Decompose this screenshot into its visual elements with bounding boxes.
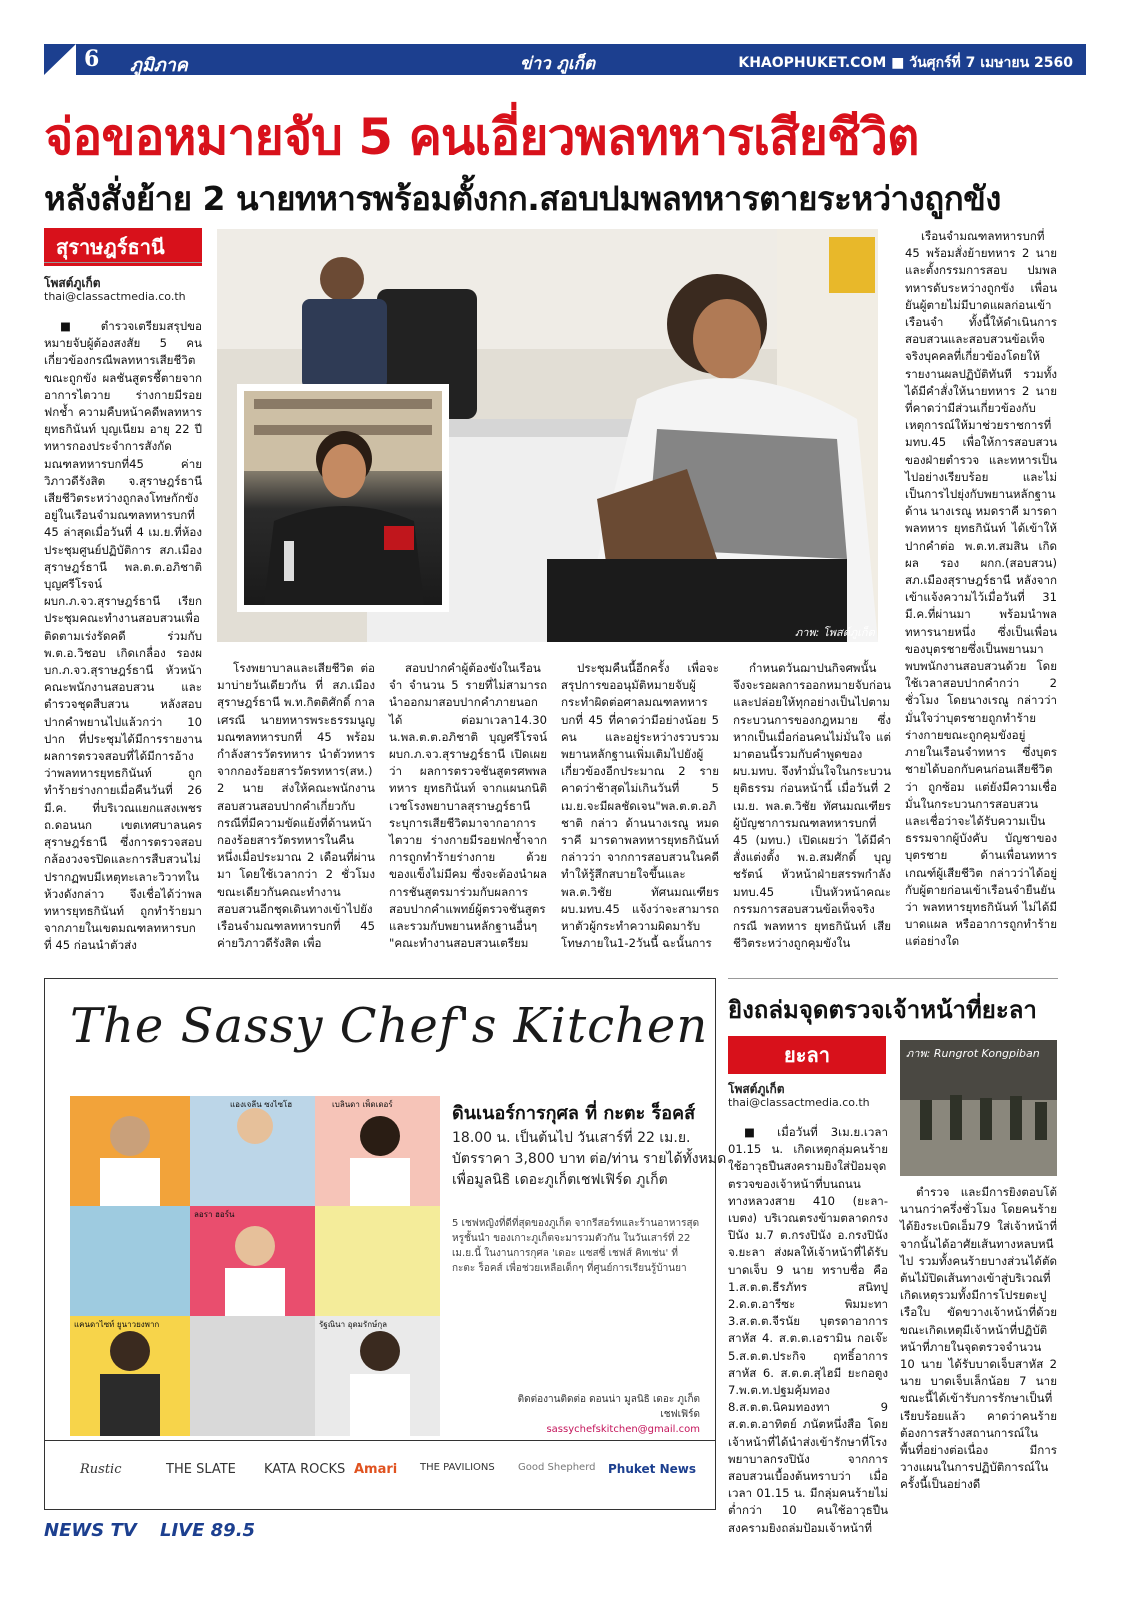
story-column-1: ■ ตำรวจเตรียมสรุปขอหมายจับผู้ต้องสงสัย 5 คน เกี่ยวข้องกรณีพลทหารเสียชีวิตขณะถูกขัง ผลชันสูตรชี้ตายจากอาการไตวาย ร่างกายมีรอยฟกช้ำ ความคืบหน้าคดีพลทหารยุทธกินันท์ บุญเนียม อายุ 22 ปี ทหารกองประจำการสังกัดมณฑลทหารบกที่45 ค่ายวิภาวดีรังสิต จ.สุราษฎร์ธานี เสียชีวิตระหว่างถูกลงโทษกักขังอยู่ในเรือนจำมณฑลทหารบกที่ 45 ล่าสุดเมื่อวันที่ 4 เม.ย.ที่ห้องประชุมศูนย์ปฏิบัติการ สภ.เมืองสุราษฎร์ธานี พล.ต.ต.อภิชาติ บุญศรีโรจน์ ผบก.ภ.จว.สุราษฎร์ธานี เรียกประชุมคณะทำงานสอบสวนเพื่อติดตามเร่งรัดคดี ร่วมกับ พ.ต.อ.วิชอบ เกิดเกลื่อง รองผบก.ภ.จว.สุราษฎร์ธานี หัวหน้าคณะพนักงานสอบสวน และตำรวจชุดสืบสวน หลังสอบปากคำพยานไปแล้วกว่า 10 ปาก ที่ประชุมได้มีการรายงานผลการตรวจสอบที่ได้มีการอ้างว่าพลทหารยุทธกินันท์ ถูกทำร้ายร่างกายเมื่อคืนวันที่ 26 มี.ค. ที่บริเวณแยกแสงเพชร ถ.ดอนนก เขตเทศบาลนครสุราษฎร์ธานี ซึ่งการตรวจสอบกล้องวงจรปิดและการสืบสวนไม่ปรากฏพบมีเหตุทะเลาะวิวาทในห้วงดังกล่าว จึงเชื่อได้ว่าพลทหารยุทธกินันท์ ถูกทำร้ายมาจากภายในเขตมณฑลทหารบกที่ 45 ก่อนนำตัวส่ง — [44, 319, 202, 953]
footer-logo-newstv: NEWS TV — [44, 1520, 137, 1541]
ad-note: 5 เชฟหญิงที่ดีที่สุดของภูเก็ต จากรีสอร์ทและร้านอาหารสุดหรูชั้นนำ ของเกาะภูเก็ตจะมารวมตัวกัน ในวันเสาร์ที่ 22 เม.ย.นี้ ในงานการกุศล 'เดอะ แซสซี่ เชฟส์ คิทเช่น' ที่ กะตะ ร็อคส์ เพื่อช่วยเหลือเด็กๆ ที่ศูนย์การเรียนรู้บ้านยา — [452, 1218, 700, 1274]
side-headline: ยิงถล่มจุดตรวจเจ้าหน้าที่ยะลา — [728, 996, 1037, 1024]
byline: โพสต์ภูเก็ต — [44, 276, 101, 290]
sponsor-logo: THE PAVILIONS — [420, 1462, 495, 1473]
divider — [44, 262, 202, 263]
ad-info-line: 18.00 น. เป็นต้นไป วันเสาร์ที่ 22 เม.ย. — [452, 1130, 691, 1146]
divider — [728, 978, 1058, 979]
chef-name-3: ลอรา ฮอร์น — [194, 1210, 235, 1219]
section-label: ภูมิภาค — [130, 55, 188, 76]
chef-name-4: แคนดาไซท์ ยูนาวยงพาก — [74, 1320, 160, 1329]
main-headline: จ่อขอหมายจับ 5 คนเอี่ยวพลทหารเสียชีวิต — [44, 108, 919, 166]
side-column-2: ตำรวจ และมีการยิงตอบโต้นานกว่าครึ่งชั่วโมง โดยคนร้ายได้ยิงระเบิดเอ็ม79 ใส่เจ้าหน้าที่ จากนั้นได้อาศัยเส้นทางหลบหนีไป รวมทั้งคนร้ายบางส่วนได้ตัดต้นไม้ปิดเส้นทางเข้าสู่บริเวณที่เกิดเหตุรวมทั้งมีการโปรยตะปูเรือใบ ขัดขวางเจ้าหน้าที่ด้วย ขณะเกิดเหตุมีเจ้าหน้าที่ปฏิบัติหน้าที่ภายในจุดตรวจจำนวน 10 นาย ได้รับบาดเจ็บสาหัส 2 นาย บาดเจ็บเล็กน้อย 7 นาย ขณะนี้ได้เข้ารับการรักษาเป็นที่เรียบร้อยแล้ว คาดว่าคนร้ายต้องการสร้างสถานการณ์ในพื้นที่อย่างต่อเนื่อง มีการวางแผนในการปฏิบัติการณ์ในครั้งนี้เป็นอย่างดี — [900, 1185, 1057, 1492]
byline-email: thai@classactmedia.co.th — [44, 290, 186, 303]
soldier-portrait — [244, 391, 442, 605]
chef-name-5: รัฐณินา อุดมรักษ์กุล — [319, 1320, 388, 1329]
sponsor-logo: Rustic — [80, 1462, 122, 1477]
story-column-2: โรงพยาบาลและเสียชีวิต ต่อมาบ่ายวันเดียวกัน ที่ สภ.เมืองสุราษฎร์ธานี พ.ท.กิตติศักดิ์ กาลเศรณี นายทหารพระธรรมนูญ มณฑลทหารบกที่ 45 พร้อมกำลังสารวัตรทหาร นำตัวทหารจากกองร้อยสารวัตรทหาร(สห.) 2 นาย ส่งให้คณะพนักงานสอบสวนสอบปากคำเกี่ยวกับกรณีที่มีความขัดแย้งที่ด้านหน้ากองร้อยสารวัตรทหารในคืนหนึ่งเมื่อประมาณ 2 เดือนที่ผ่านมา โดยใช้เวลากว่า 2 ชั่วโมง ขณะเดียวกันคณะทำงานสอบสวนอีกชุดเดินทางเข้าไปยังเรือนจำมณฑลทหารบกที่ 45 ค่ายวิภาวดีรังสิต เพื่อ — [217, 661, 375, 951]
ad-contact-email: sassychefskitchen@gmail.com — [546, 1424, 700, 1435]
inset-photo — [237, 384, 449, 612]
sponsor-logo: Phuket News — [608, 1462, 697, 1476]
chef-name-1: แองเจลีน ซงไซโฮ — [230, 1100, 293, 1109]
story-column-3: สอบปากคำผู้ต้องขังในเรือนจำ จำนวน 5 รายที่ไม่สามารถนำออกมาสอบปากคำภายนอกได้ ต่อมาเวลา14.30 น.พล.ต.ต.อภิชาติ บุญศรีโรจน์ ผบก.ภ.จว.สุราษฎร์ธานี เปิดเผยว่า ผลการตรวจชันสูตรศพพลทหาร ยุทธกินันท์ จากแผนกนิติเวชโรงพยาบาลสุราษฎร์ธานี ระบุการเสียชีวิตมาจากอาการไตวาย ร่างกายมีรอยฟกช้ำจากการถูกทำร้ายร่างกาย ด้วยของแข็งไม่มีคม ซึ่งจะต้องนำผลการชันสูตรมาร่วมกับผลการสอบปากคำแพทย์ผู้ตรวจชันสูตรและรวมกับพยานหลักฐานอื่นๆ "คณะทำงานสอบสวนเตรียม — [389, 661, 547, 951]
corner-mark-icon — [44, 44, 76, 75]
ad-subtitle: ดินเนอร์การกุศล ที่ กะตะ ร็อคส์ — [452, 1103, 696, 1124]
story-column-6: เรือนจำมณฑลทหารบกที่ 45 พร้อมสั่งย้ายทหาร 2 นายและตั้งกรรมการสอบ ปมพลทหารดับระหว่างถูกขัง เพื่อนยันผู้ตายไม่มีบาดแผลก่อนเข้าเรือนจำ ทั้งนี้ให้ดำเนินการสอบสวนและสอบสวนข้อเท็จจริงบุคคลที่เกี่ยวข้องโดยให้รายงานผลปฏิบัติทันที รวมทั้งได้มีคำสั่งให้นายทหาร 2 นายที่คาดว่ามีส่วนเกี่ยวข้องกับเหตุการณ์ให้มาช่วยราชการที่ มทบ.45 เพื่อให้การสอบสวนของฝ่ายตำรวจ และทหารเป็นไปอย่างเรียบร้อย และไม่เป็นการไปยุ่งกับพยานหลักฐาน ด้าน นางเรณู หมดราคี มารดาพลทหาร ยุทธกินันท์ ได้เข้าให้ปากคำต่อ พ.ต.ท.สมสิน เกิดผล รอง ผกก.(สอบสวน) สภ.เมืองสุราษฎร์ธานี หลังจากเข้าแจ้งความไว้เมื่อวันที่ 31 มี.ค.ที่ผ่านมา พร้อมนำพลทหารนายหนึ่ง ซึ่งเป็นเพื่อนของบุตรชายซึ่งเป็นพยานมาพบพนักงานสอบสวนด้วย โดยใช้เวลาสอบปากคำกว่า 2 ชั่วโมง โดยนางเรณู กล่าวว่า มั่นใจว่าบุตรชายถูกทำร้ายร่างกายขณะถูกคุมขังอยู่ภายในเรือนจำทหาร ซึ่งบุตรชายได้บอกกับคนก่อนเสียชีวิตว่า ถูกซ้อม แต่ยังมีความเชื่อมั่นในกระบวนการสอบสวน และเชื่อว่าจะได้รับความเป็นธรรมจากผู้บังคับ บัญชาของบุตรชาย ด้านเพื่อนทหารเกณฑ์ผู้เสียชีวิต กล่าวว่าได้อยู่กับผู้ตายก่อนเข้าเรือนจำยืนยันว่า พลทหารยุทธกินันท์ ไม่ได้มีบาดแผล หรืออาการถูกทำร้ายแต่อย่างใด — [905, 229, 1057, 949]
side-column-1: ■ เมื่อวันที่ 3เม.ย.เวลา 01.15 น. เกิดเหตุกลุ่มคนร้ายใช้อาวุธปืนสงครามยิงใส่ป้อมจุดตรวจของเจ้าหน้าที่บนถนนทางหลวงสาย 410 (ยะลา-เบตง) บริเวณตรงข้ามตลาดกรงปินัง ม.7 ต.กรงปินัง อ.กรงปินัง จ.ยะลา ส่งผลให้เจ้าหน้าที่ได้รับบาดเจ็บ 9 นาย ทราบชื่อ คือ 1.ส.ต.ต.ธีรภัทร สนิทปู 2.ด.ต.อารีซะ พิมมะทา 3.ส.ต.ต.จีรนัย บุตรดาอาการสาหัส 4. ส.ต.ต.เอรามิน กอเจ๊ะ 5.ส.ต.ต.ประกิจ ฤทธิ์อาการสาหัส 6. ส.ต.ต.สุไฮมี ยะกอตูง 7.พ.ต.ท.ปฐมคุ้มทอง 8.ส.ต.ต.นิคมทองทา 9 ส.ต.ต.อาทิตย์ ภนัตหนึ่งสือ โดยเจ้าหน้าที่ได้นำส่งเข้ารักษาที่โรงพยาบาลกรงปินัง จากการสอบสวนเบื้องต้นทราบว่า เมื่อเวลา 01.15 น. มีกลุ่มคนร้ายไม่ต่ำกว่า 10 คนใช้อาวุธปืนสงครามยิงถล่มป้อมเจ้าหน้าที่ — [728, 1125, 888, 1535]
portrait-scene — [244, 391, 442, 605]
sponsor-logo: Good Shepherd — [518, 1462, 596, 1473]
story-column-4: ประชุมคืนนี้อีกครั้ง เพื่อจะสรุปการขออนุมัติหมายจับผู้กระทำผิดต่อศาลมณฑลทหารบกที่ 45 ที่คาดว่ามีอย่างน้อย 5 คน และอยู่ระหว่างรวบรวมพยานหลักฐานเพิ่มเติมไปยังผู้เกี่ยวข้องอีกประมาณ 2 ราย คาดว่าช้าสุดไม่เกินวันที่ 5 เม.ย.จะมีผลชัดเจน"พล.ต.ต.อภิชาติ กล่าว ด้านนางเรณู หมดราคี มารดาพลทหารยุทธกินันท์ กล่าวว่า จากการสอบสวนในคดีทำให้รู้สึกสบายใจขึ้นและ พล.ต.วิชัย ทัศนมณเฑียร ผบ.มทบ.45 แจ้งว่าจะสามารถหาตัวผู้กระทำความผิดมารับโทษภายใน1-2วันนี้ ฉะนั้นการ — [561, 661, 719, 951]
ad-contact — [500, 1392, 700, 1437]
location-tag: สุราษฎร์ธานี — [44, 228, 202, 266]
ad-info-line: เพื่อมูลนิธิ เดอะภูเก็ตเชฟเฟิร์ด ภูเก็ต — [452, 1172, 668, 1188]
ad-info-line: บัตรราคา 3,800 บาท ต่อ/ท่าน รายได้ทั้งหมด — [452, 1151, 727, 1167]
chef-grid-art — [70, 1096, 440, 1436]
site-and-date: KHAOPHUKET.COM ■ วันศุกร์ที่ 7 เมษายน 2560 — [738, 55, 1073, 71]
page-number: 6 — [84, 46, 100, 72]
sponsor-logo: THE SLATE — [166, 1462, 236, 1477]
photo-credit: ภาพ: โพสต์ภูเก็ต — [795, 626, 875, 639]
side-photo-credit: ภาพ: Rungrot Kongpiban — [906, 1047, 1040, 1060]
ad-contact-line: ติดต่องานติดต่อ ดอนน่า มูลนิธิ เดอะ ภูเก็ต เชฟเฟิร์ด — [517, 1394, 700, 1420]
chef-photo-grid — [70, 1096, 440, 1436]
sponsor-logo: KATA ROCKS — [264, 1462, 346, 1477]
main-subheadline: หลังสั่งย้าย 2 นายทหารพร้อมตั้งกก.สอบปมพลทหารตายระหว่างถูกขัง — [44, 179, 1001, 218]
chef-name-2: เบลินดา เพ็ดเดอร์ — [332, 1100, 393, 1109]
side-byline: โพสต์ภูเก็ต — [728, 1082, 785, 1096]
footer-logo-live: LIVE 89.5 — [160, 1520, 256, 1541]
sponsor-logo: Amari — [354, 1462, 398, 1477]
ad-info — [452, 1128, 726, 1191]
story-column-5: กำหนดวันฌาปนกิจศพนั้น จึงจะรอผลการออกหมายจับก่อน และปล่อยให้ทุกอย่างเป็นไปตามกระบวนการของกฎหมาย ซึ่งหากเป็นเมื่อก่อนคนไม่มั่นใจ แต่มาตอนนี้รวมกับคำพูดของ ผบ.มทบ. จึงทำมั่นใจในกระบวนยุติธรรม ก่อนหน้านี้ เมื่อวันที่ 2 เม.ย. พล.ต.วิชัย ทัศนมณเฑียร ผู้บัญชาการมณฑลทหารบกที่ 45 (มทบ.) เปิดเผยว่า ได้มีคำสั่งแต่งตั้ง พ.อ.สมศักดิ์ บุญชรัตน์ หัวหน้าฝ่ายสรรพกำลัง มทบ.45 เป็นหัวหน้าคณะกรรมการสอบสวนข้อเท็จจริงกรณี พลทหาร ยุทธกินันท์ เสียชีวิตระหว่างถูกคุมขังใน — [733, 661, 891, 951]
side-photo — [900, 1040, 1057, 1176]
side-location-tag: ยะลา — [728, 1036, 886, 1074]
ad-title: The Sassy Chef's Kitchen — [70, 998, 709, 1054]
side-byline-email: thai@classactmedia.co.th — [728, 1096, 870, 1109]
paper-logo: ข่าว ภูเก็ต — [520, 54, 595, 74]
